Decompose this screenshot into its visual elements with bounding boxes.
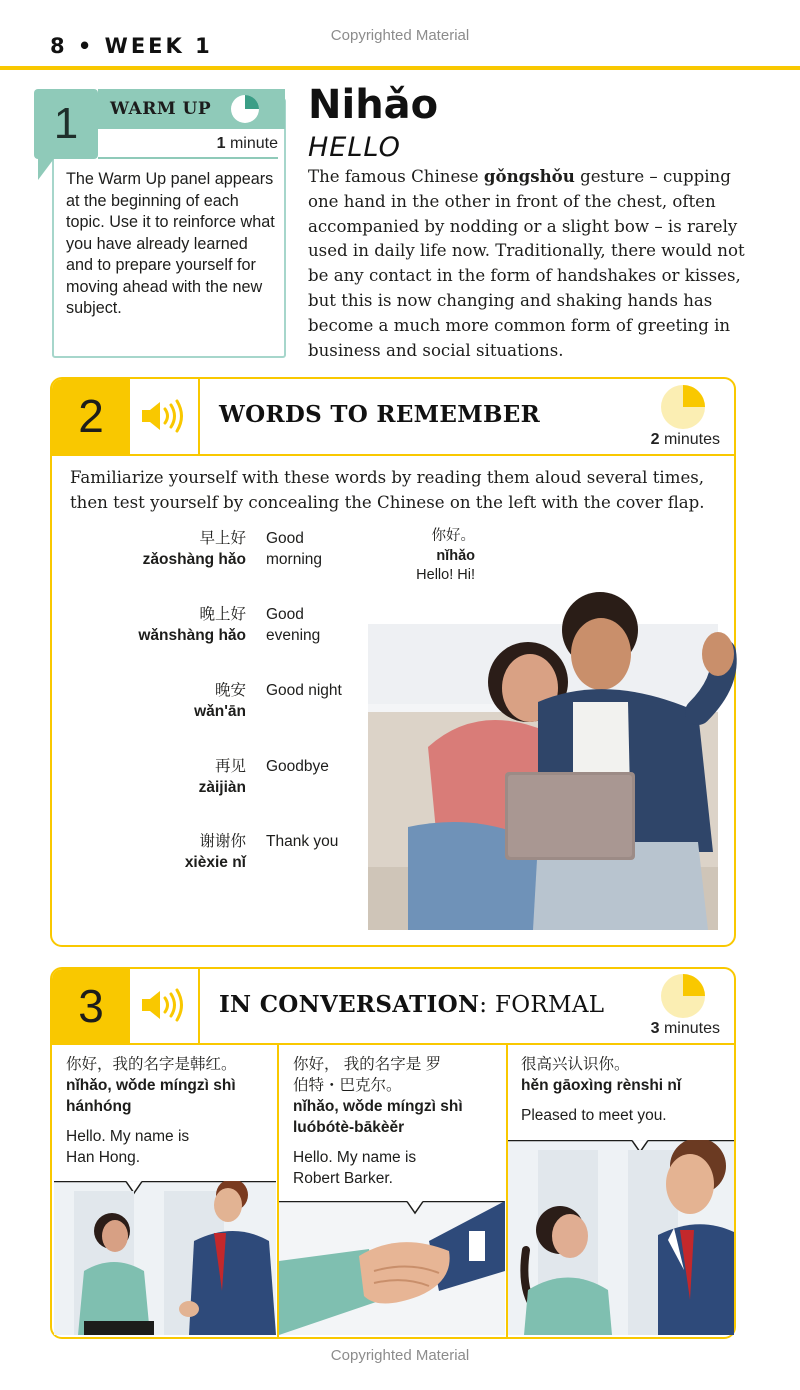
words-section-rule — [52, 454, 734, 456]
conversation-section-divider — [198, 969, 200, 1043]
word-chinese: 晚上好 — [199, 606, 246, 623]
topic-subtitle: HELLO — [308, 132, 401, 163]
word-pinyin: zàijiàn — [198, 779, 246, 796]
conversation-minutes-value: 3 — [650, 1020, 660, 1037]
word-chinese: 早上好 — [199, 530, 246, 547]
timer-pie-icon — [660, 973, 706, 1019]
warm-up-rule — [98, 157, 278, 159]
conversation-section-rule — [52, 1043, 734, 1045]
panel-pinyin: hěn gāoxìng rènshi nǐ — [521, 1077, 682, 1094]
conversation-panel-1 — [66, 1054, 271, 1168]
hello-word-item — [395, 527, 475, 586]
word-chinese: 晚安 — [214, 682, 246, 699]
comic-panel-introduction-1 — [54, 1181, 276, 1335]
warm-up-speech-tail — [38, 156, 56, 180]
panel-chinese: 你好， 我的名字是 罗伯特・巴克尔。 — [293, 1056, 442, 1094]
conversation-title-suffix: : FORMAL — [479, 992, 605, 1018]
panel-english: Hello. My name is Han Hong. — [66, 1128, 190, 1166]
hello-pinyin: nǐhǎo — [436, 547, 475, 564]
word-item — [100, 528, 246, 570]
conversation-minutes-unit: minutes — [663, 1020, 720, 1037]
words-minutes-unit: minutes — [663, 431, 720, 448]
words-minutes-value: 2 — [650, 431, 660, 448]
word-chinese: 再见 — [214, 758, 246, 775]
words-section-number: 2 — [52, 379, 130, 454]
watermark-top: Copyrighted Material — [330, 27, 470, 44]
warm-up-text: The Warm Up panel appears at the beginning of each topic. Use it to reinforce what you have already learned and to prepare yourself for moving ahead with the new subject. — [66, 170, 275, 317]
conversation-panel-3 — [521, 1054, 727, 1126]
timer-pie-icon — [660, 384, 706, 430]
panel-english: Hello. My name is Robert Barker. — [293, 1149, 417, 1187]
conversation-title-main: IN CONVERSATION — [219, 991, 480, 1018]
comic-panel-introduction-3 — [508, 1140, 734, 1335]
warm-up-title: WARM UP — [110, 99, 212, 119]
word-item — [100, 831, 246, 873]
topic-title: Nihǎo — [308, 82, 439, 128]
panel-chinese: 很高兴认识你。 — [521, 1056, 630, 1073]
words-section-divider — [198, 379, 200, 454]
instructions-text: Familiarize yourself with these words by reading them aloud several times, then test yourself by concealing the Chinese on the left with the cover flap. — [70, 468, 705, 512]
word-item — [100, 680, 246, 722]
word-pinyin: zǎoshàng hǎo — [142, 551, 246, 568]
conversation-section-title — [219, 991, 604, 1018]
word-chinese: 谢谢你 — [199, 833, 246, 850]
panel-english: Pleased to meet you. — [521, 1107, 667, 1124]
panel-pinyin: nǐhǎo, wǒde míngzì shì luóbótè-bākèěr — [293, 1098, 463, 1136]
couple-photo — [368, 592, 764, 930]
word-pinyin: wǎn'ān — [194, 703, 246, 720]
timer-pie-icon — [230, 94, 260, 124]
audio-icon[interactable] — [140, 987, 188, 1023]
comic-panel-handshake — [279, 1201, 505, 1335]
conversation-section-minutes — [600, 1020, 720, 1038]
intro-term: gǒngshǒu — [483, 166, 575, 186]
hello-chinese: 你好。 — [431, 528, 475, 544]
warm-up-minutes-unit: minute — [229, 135, 278, 152]
conversation-panel-2 — [293, 1054, 499, 1189]
warm-up-minutes — [150, 135, 278, 153]
word-item — [100, 604, 246, 646]
hello-english: Hello! Hi! — [416, 567, 475, 583]
conversation-section-number: 3 — [52, 969, 130, 1043]
word-pinyin: xièxie nǐ — [184, 854, 246, 871]
word-pinyin: wǎnshàng hǎo — [138, 627, 246, 644]
words-section-title: WORDS TO REMEMBER — [219, 401, 540, 428]
panel-chinese: 你好，我的名字是韩红。 — [66, 1056, 237, 1073]
intro-text-part: gesture – cupping one hand in the other in front of the chest, often accompanied by nodding or a slight bow – is rarely used in daily life now. Traditionally, there would not be any contact in the form of handshakes or kisses, but this is now changing and shaking hands has become a much more common form of greeting in business and social situations. — [308, 167, 745, 360]
word-english: Good night — [266, 682, 342, 699]
intro-text-part: The famous Chinese — [308, 167, 484, 186]
word-english: Goodbye — [266, 758, 329, 775]
panel-pinyin: nǐhǎo, wǒde míngzì shì hánhóng — [66, 1077, 236, 1115]
word-english: Good evening — [266, 606, 321, 644]
header-rule — [0, 66, 800, 70]
word-english: Thank you — [266, 833, 339, 850]
warm-up-number: 1 — [34, 89, 98, 159]
word-item — [100, 756, 246, 798]
words-section-minutes — [600, 431, 720, 449]
warm-up-minutes-value: 1 — [216, 135, 226, 152]
page-header: 8 • WEEK 1 — [50, 34, 213, 58]
word-english: Good morning — [266, 530, 322, 568]
topic-intro-text — [308, 164, 748, 363]
audio-icon[interactable] — [140, 398, 188, 434]
watermark-bottom: Copyrighted Material — [330, 1347, 470, 1364]
